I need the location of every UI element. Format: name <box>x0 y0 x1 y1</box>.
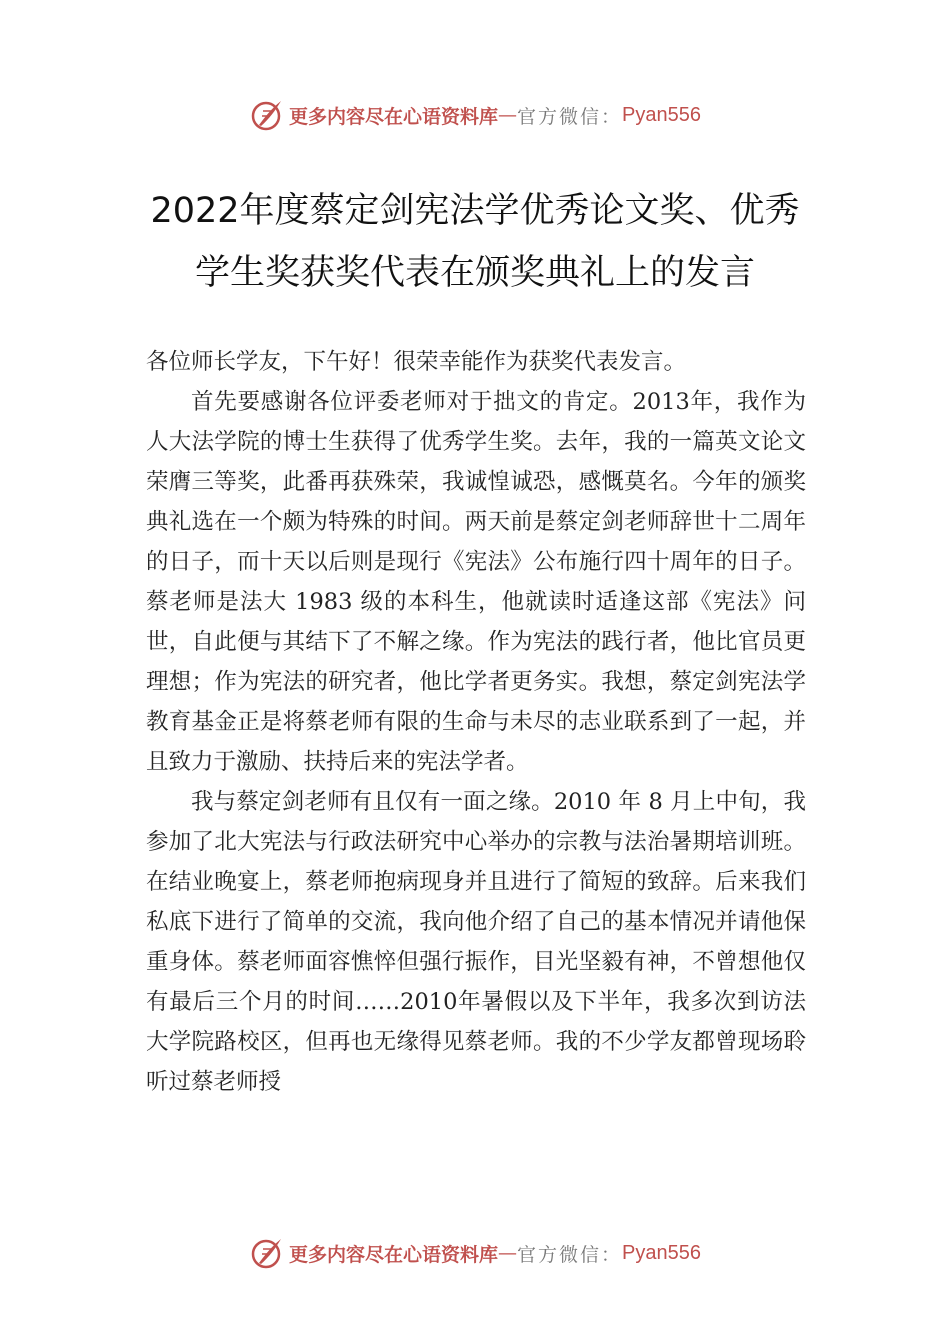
title-line-1: 2022年度蔡定剑宪法学优秀论文奖、优秀 <box>150 191 800 231</box>
body-paragraph-2: 我与蔡定剑老师有且仅有一面之缘。2010 年 8 月上中旬，我参加了北大宪法与行政法研究中心举办的宗教与法治暑期培训班。在结业晚宴上，蔡老师抱病现身并且进行了简短的致辞。后来我们私底下进行了简单的交流，我向他介绍了自己的基本情况并请他保重身体。蔡老师面容憔悴但强行振作，目光坚毅有神，不曾想他仅有最后三个月的时间……2010年暑假以及下半年，我多次到访法大学院路校区，但再也无缘得见蔡老师。我的不少学友都曾现场聆听过蔡老师授 <box>146 789 806 1095</box>
banner-wechat-label: 官方微信： <box>517 105 623 128</box>
banner-separator: — <box>498 1242 518 1264</box>
banner-main-text: 更多内容尽在心语资料库 <box>289 105 499 128</box>
quill-logo-icon <box>249 1235 285 1271</box>
document-title <box>100 180 850 304</box>
banner-main-text: 更多内容尽在心语资料库 <box>289 1243 499 1266</box>
banner-wechat-id: Pyan556 <box>622 1241 701 1264</box>
banner-separator: — <box>498 104 518 126</box>
banner-wechat-id: Pyan556 <box>622 103 701 126</box>
header-banner <box>0 95 950 135</box>
greeting-paragraph: 各位师长学友，下午好！很荣幸能作为获奖代表发言。 <box>146 349 687 375</box>
title-line-2: 学生奖获奖代表在颁奖典礼上的发言 <box>194 253 755 293</box>
banner-wechat-label: 官方微信： <box>517 1243 623 1266</box>
quill-logo-icon <box>249 97 285 133</box>
document-body <box>146 342 806 1102</box>
body-paragraph-1: 首先要感谢各位评委老师对于拙文的肯定。2013年，我作为人大法学院的博士生获得了优秀学生奖。去年，我的一篇英文论文荣膺三等奖，此番再获殊荣，我诚惶诚恐，感慨莫名。今年的颁奖典礼选在一个颇为特殊的时间。两天前是蔡定剑老师辞世十二周年的日子，而十天以后则是现行《宪法》公布施行四十周年的日子。蔡老师是法大 1983 级的本科生，他就读时适逢这部《宪法》问世，自此便与其结下了不解之缘。作为宪法的践行者，他比官员更理想；作为宪法的研究者，他比学者更务实。我想，蔡定剑宪法学教育基金正是将蔡老师有限的生命与未尽的志业联系到了一起，并且致力于激励、扶持后来的宪法学者。 <box>146 389 806 775</box>
footer-banner <box>0 1233 950 1273</box>
